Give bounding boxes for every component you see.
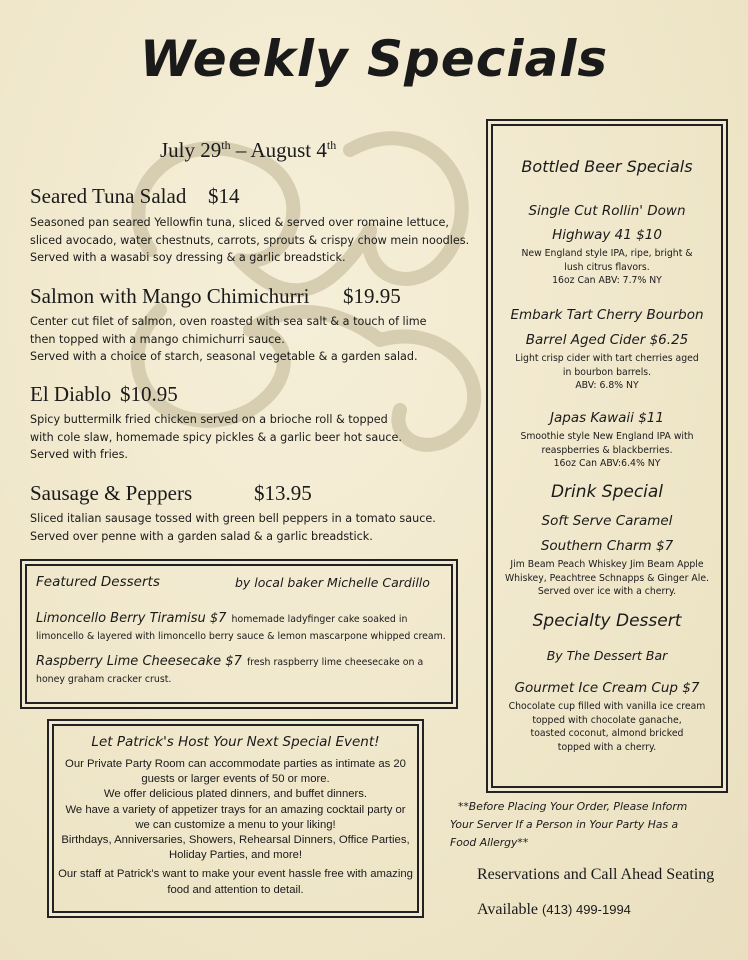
item-desc-line: Center cut filet of salmon, oven roasted with sea salt & a touch of lime — [30, 315, 427, 328]
item-desc-line: Sliced italian sausage tossed with green bell peppers in a tomato sauce. — [30, 512, 436, 525]
event-line: Our staff at Patrick's want to make your event hassle free with amazing — [58, 868, 413, 881]
beer-desc: Light crisp cider with tart cherries aged — [515, 353, 699, 364]
beer-desc: reaspberries & blackberries. — [541, 444, 673, 456]
dessert-name: Raspberry Lime Cheesecake $7 — [36, 654, 242, 669]
specialty-dessert-item — [488, 676, 726, 754]
dessert-desc: fresh raspberry lime cheesecake on a — [246, 657, 424, 668]
dessert-desc: honey graham cracker crust. — [36, 674, 172, 685]
allergy-note-line: Your Server If a Person in Your Party Has a — [450, 818, 679, 831]
dessert-item — [36, 607, 446, 642]
event-heading: Let Patrick's Host Your Next Special Event! — [91, 734, 380, 750]
event-line: food and attention to detail. — [167, 883, 304, 896]
beer-item — [488, 406, 726, 471]
item-desc-line: Served with fries. — [30, 448, 128, 461]
item-price: $19.95 — [343, 284, 401, 308]
beer-desc: 16oz Can ABV:6.4% NY — [553, 458, 661, 469]
item-desc-line: Served with a choice of starch, seasonal vegetable & a garden salad. — [30, 350, 418, 363]
drink-name: Soft Serve Caramel — [541, 513, 673, 529]
event-line: Birthdays, Anniversaries, Showers, Rehearsal Dinners, Office Parties, — [61, 834, 410, 847]
item-name: El Diablo — [30, 382, 112, 406]
phone-number[interactable]: (413) 499-1994 — [542, 902, 631, 917]
beer-desc: Smoothie style New England IPA with — [520, 431, 694, 442]
availability-line — [477, 901, 631, 919]
menu-item — [30, 382, 490, 464]
event-line: guests or larger events of 50 or more. — [141, 773, 330, 786]
event-line: Holiday Parties, and more! — [168, 849, 303, 862]
item-desc-line: sliced avocado, water chestnuts, carrots, sprouts & crispy chow mein noodles. — [30, 233, 470, 247]
dessert-item — [36, 650, 423, 685]
beer-specials-box — [486, 119, 728, 793]
beer-item — [488, 302, 726, 393]
beer-name: Barrel Aged Cider $6.25 — [525, 332, 689, 348]
specialty-dessert-name: Gourmet Ice Cream Cup $7 — [514, 680, 700, 696]
beer-desc: ABV: 6.8% NY — [575, 380, 639, 391]
featured-desserts-box — [20, 559, 458, 709]
specialty-dessert-desc: topped with chocolate ganache, — [532, 714, 682, 726]
drink-item — [488, 509, 726, 599]
item-price: $14 — [208, 184, 240, 208]
event-line: We have a variety of appetizer trays for an amazing cocktail party or — [65, 803, 406, 816]
date-end: – August 4 — [230, 138, 327, 162]
beer-item — [488, 199, 726, 288]
beer-heading: Bottled Beer Specials — [521, 157, 693, 176]
beer-name: Highway 41 $10 — [552, 227, 662, 243]
dessert-desc: limoncello & layered with limoncello berry sauce & lemon mascarpone whipped cream. — [36, 631, 446, 642]
reservations-text: Reservations and Call Ahead Seating — [477, 866, 715, 883]
date-end-suffix: th — [326, 138, 337, 152]
item-desc-line: then topped with a mango chimichurri sauce. — [30, 332, 285, 346]
drink-desc: Jim Beam Peach Whiskey Jim Beam Apple — [510, 559, 704, 570]
desserts-baker: by local baker Michelle Cardillo — [235, 575, 430, 590]
specialty-dessert-desc: topped with a cherry. — [557, 741, 657, 753]
allergy-note-line: Food Allergy** — [450, 836, 529, 849]
specialty-dessert-heading: Specialty Dessert — [532, 611, 682, 631]
desserts-heading: Featured Desserts — [36, 574, 160, 590]
menu-item — [30, 184, 490, 267]
dessert-name: Limoncello Berry Tiramisu $7 — [36, 611, 227, 626]
item-name: Salmon with Mango Chimichurri — [30, 284, 310, 308]
allergy-note-line: **Before Placing Your Order, Please Inform — [458, 800, 688, 813]
beer-desc: 16oz Can ABV: 7.7% NY — [552, 275, 662, 286]
item-desc-line: Served with a wasabi soy dressing & a garlic breadstick. — [30, 251, 346, 264]
date-range — [160, 138, 336, 163]
specialty-dessert-desc: toasted coconut, almond bricked — [530, 728, 684, 739]
page-title: Weekly Specials — [139, 30, 609, 88]
item-name: Sausage & Peppers — [30, 481, 193, 505]
item-name: Seared Tuna Salad — [30, 184, 187, 208]
drink-heading: Drink Special — [550, 482, 664, 502]
beer-desc: lush citrus flavors. — [564, 261, 650, 273]
specialty-dessert-desc: Chocolate cup filled with vanilla ice cream — [508, 701, 706, 712]
beer-name: Embark Tart Cherry Bourbon — [510, 307, 704, 323]
item-desc-line: Seasoned pan seared Yellowfin tuna, sliced & served over romaine lettuce, — [30, 216, 449, 229]
item-price: $10.95 — [120, 382, 178, 406]
event-line: we can customize a menu to your liking! — [135, 818, 336, 831]
beer-name: Single Cut Rollin' Down — [528, 203, 686, 219]
event-line: We offer delicious plated dinners, and buffet dinners. — [103, 788, 368, 801]
drink-desc: Served over ice with a cherry. — [537, 586, 677, 597]
available-label: Available — [477, 901, 539, 918]
item-desc-line: Served over penne with a garden salad & a garlic breadstick. — [30, 529, 373, 543]
item-price: $13.95 — [254, 481, 312, 505]
date-start-suffix: th — [221, 138, 231, 152]
specialty-dessert-by: By The Dessert Bar — [546, 648, 668, 663]
drink-desc: Whiskey, Peachtree Schnapps & Ginger Ale. — [504, 572, 710, 584]
beer-desc: in bourbon barrels. — [562, 366, 652, 378]
beer-name: Japas Kawaii $11 — [550, 410, 664, 426]
menu-item — [30, 284, 490, 366]
private-event-box — [47, 719, 424, 918]
beer-desc: New England style IPA, ripe, bright & — [521, 248, 693, 259]
allergy-note — [450, 798, 725, 852]
item-desc-line: Spicy buttermilk fried chicken served on a brioche roll & topped — [30, 413, 388, 426]
item-desc-line: with cole slaw, homemade spicy pickles & a garlic beer hot sauce. — [30, 430, 402, 444]
dessert-desc: homemade ladyfinger cake soaked in — [231, 614, 408, 625]
menu-item — [30, 481, 490, 545]
date-start: July 29 — [160, 138, 222, 162]
drink-name: Southern Charm $7 — [540, 538, 674, 554]
event-line: Our Private Party Room can accommodate parties as intimate as 20 — [65, 758, 406, 770]
